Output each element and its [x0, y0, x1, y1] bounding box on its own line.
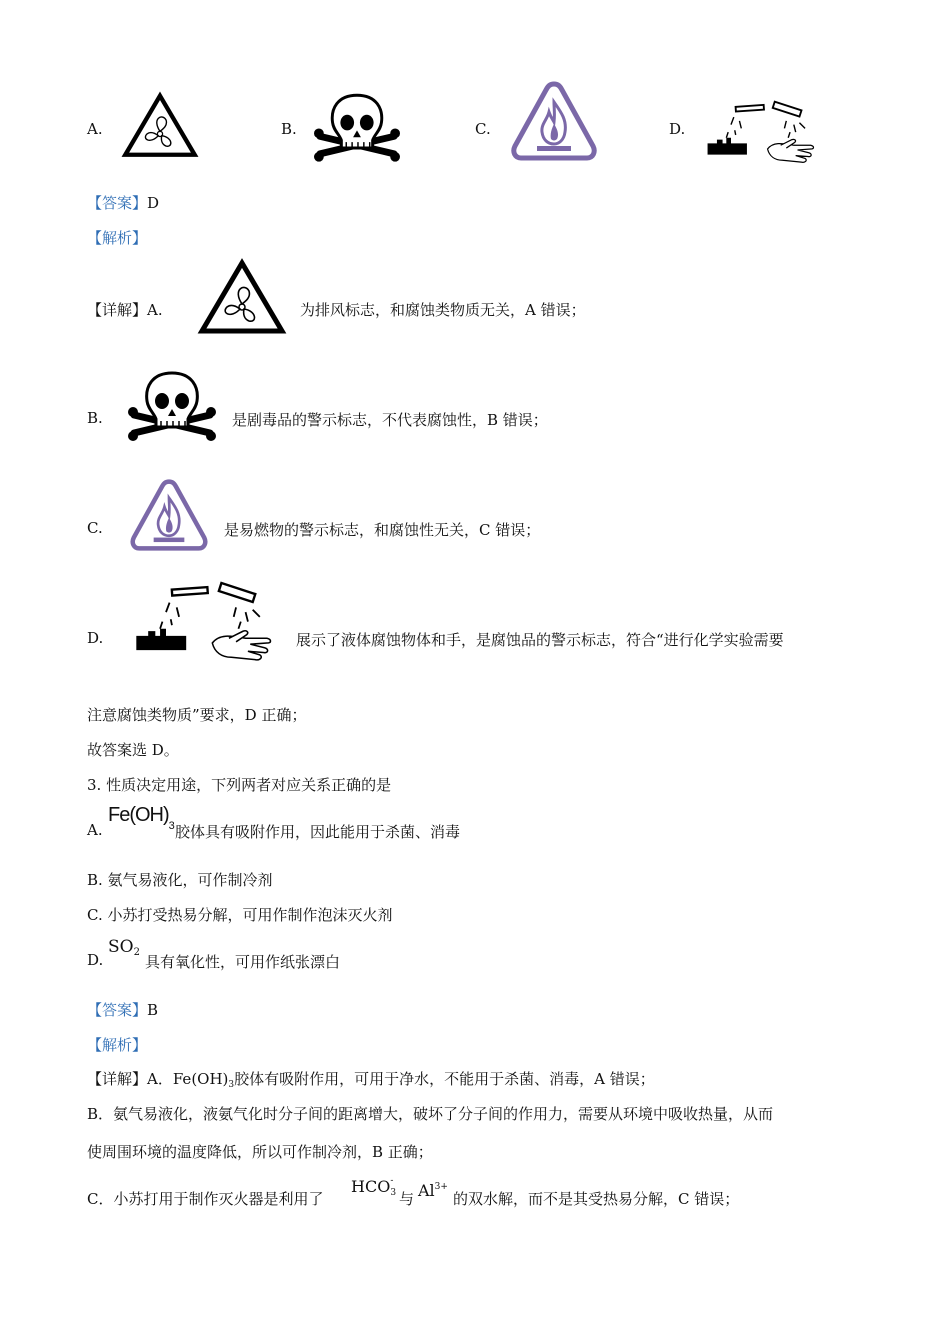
answer-2-prefix: 【答案】 [87, 1001, 148, 1019]
answer-2 [87, 999, 158, 1020]
q3-a-formula [108, 804, 174, 832]
detail-2-c-pre: C．小苏打用于制作灭火器是利用了 [87, 1190, 324, 1208]
q2-option-d-label: D. [669, 120, 686, 138]
q3-a-formula-sub: 3 [168, 820, 174, 832]
detail-2-c-hco: HCO [351, 1177, 391, 1196]
detail-1-d-label: D. [87, 629, 104, 647]
q3-d-formula [108, 937, 140, 958]
detail-1-b-label: B. [87, 409, 103, 427]
detail-2-c-post: 的双水解，而不是其受热易分解，C 错误； [453, 1190, 740, 1208]
detail-2-c-hco3 [351, 1177, 398, 1196]
q3-option-a-label: A. [87, 821, 103, 839]
detail-1-c-label: C. [87, 519, 103, 537]
detail-2-a-sub: 3 [228, 1080, 235, 1090]
detail-1-a-prefix [87, 299, 163, 320]
answer-1-value: D [147, 194, 160, 212]
detail-1-a-text: 为排风标志，和腐蚀类物质无关，A 错误； [300, 301, 586, 319]
q3-stem: 3. 性质决定用途，下列两者对应关系正确的是 [87, 776, 392, 794]
detail-2-c-al-sup: 3+ [434, 1182, 448, 1192]
q2-option-a-label: A. [87, 120, 103, 138]
ventilation-fan-icon [121, 91, 199, 163]
answer-2-value: B [147, 1001, 159, 1019]
detail-1-c-text: 是易燃物的警示标志，和腐蚀性无关，C 错误； [224, 521, 541, 539]
q3-option-d-label: D. [87, 951, 104, 969]
q2-option-b-label: B. [281, 120, 297, 138]
flammable-flame-icon [508, 80, 600, 162]
detail-2-c-hco-sub: 3 [390, 1188, 397, 1198]
detail-1-d-text-line2: 注意腐蚀类物质”要求，D 正确； [87, 706, 307, 724]
detail-2-a [87, 1068, 655, 1090]
detail-2-c-al-text: Al [418, 1181, 435, 1200]
detail-2-b-line2: 使周围环境的温度降低，所以可作制冷剂，B 正确； [87, 1143, 433, 1161]
toxic-skull-icon [128, 366, 216, 444]
detail-2-b-line1: B．氨气易液化，液氨气化时分子间的距离增大，破坏了分子间的作用力，需要从环境中吸收热量，从而 [87, 1105, 774, 1123]
q3-a-formula-main: Fe(OH) [108, 804, 169, 826]
detail-2-prefix: 【详解】 [87, 1070, 148, 1088]
detail-1-conclusion: 故答案选 D。 [87, 741, 179, 759]
detail-1-b-text: 是剧毒品的警示标志，不代表腐蚀性，B 错误； [232, 411, 548, 429]
answer-1-prefix: 【答案】 [87, 194, 148, 212]
detail-1-d-text-line1: 展示了液体腐蚀物体和手，是腐蚀品的警示标志，符合“进行化学实验需要 [296, 631, 784, 649]
q3-option-d-text: 具有氧化性，可用作纸张漂白 [145, 953, 341, 971]
analysis-2-heading: 【解析】 [87, 1036, 148, 1054]
detail-1-a-label: A. [147, 301, 163, 319]
q3-option-b: B. 氨气易液化，可作制冷剂 [87, 871, 273, 889]
corrosive-icon [704, 104, 818, 164]
detail-2-c-hco-sup: - [390, 1176, 394, 1186]
detail-2-c-mid: 与 [399, 1190, 415, 1208]
q3-d-formula-main: SO [108, 937, 134, 957]
q3-option-a-text: 胶体具有吸附作用，因此能用于杀菌、消毒 [175, 823, 461, 841]
corrosive-icon [128, 586, 280, 662]
detail-2-a-pre: A．Fe(OH) [147, 1070, 229, 1088]
detail-2-c-al [418, 1181, 448, 1200]
ventilation-fan-icon [197, 258, 287, 340]
flammable-flame-icon [128, 478, 210, 552]
detail-2-a-post: 胶体有吸附作用，可用于净水，不能用于杀菌、消毒，A 错误； [234, 1070, 655, 1088]
toxic-skull-icon [314, 89, 400, 164]
detail-1-prefix: 【详解】 [87, 301, 148, 319]
q3-option-c: C. 小苏打受热易分解，可用作制作泡沫灭火剂 [87, 906, 393, 924]
q2-option-c-label: C. [475, 120, 491, 138]
q3-d-formula-sub: 2 [133, 947, 140, 958]
analysis-1-heading: 【解析】 [87, 229, 148, 247]
answer-1 [87, 192, 159, 213]
